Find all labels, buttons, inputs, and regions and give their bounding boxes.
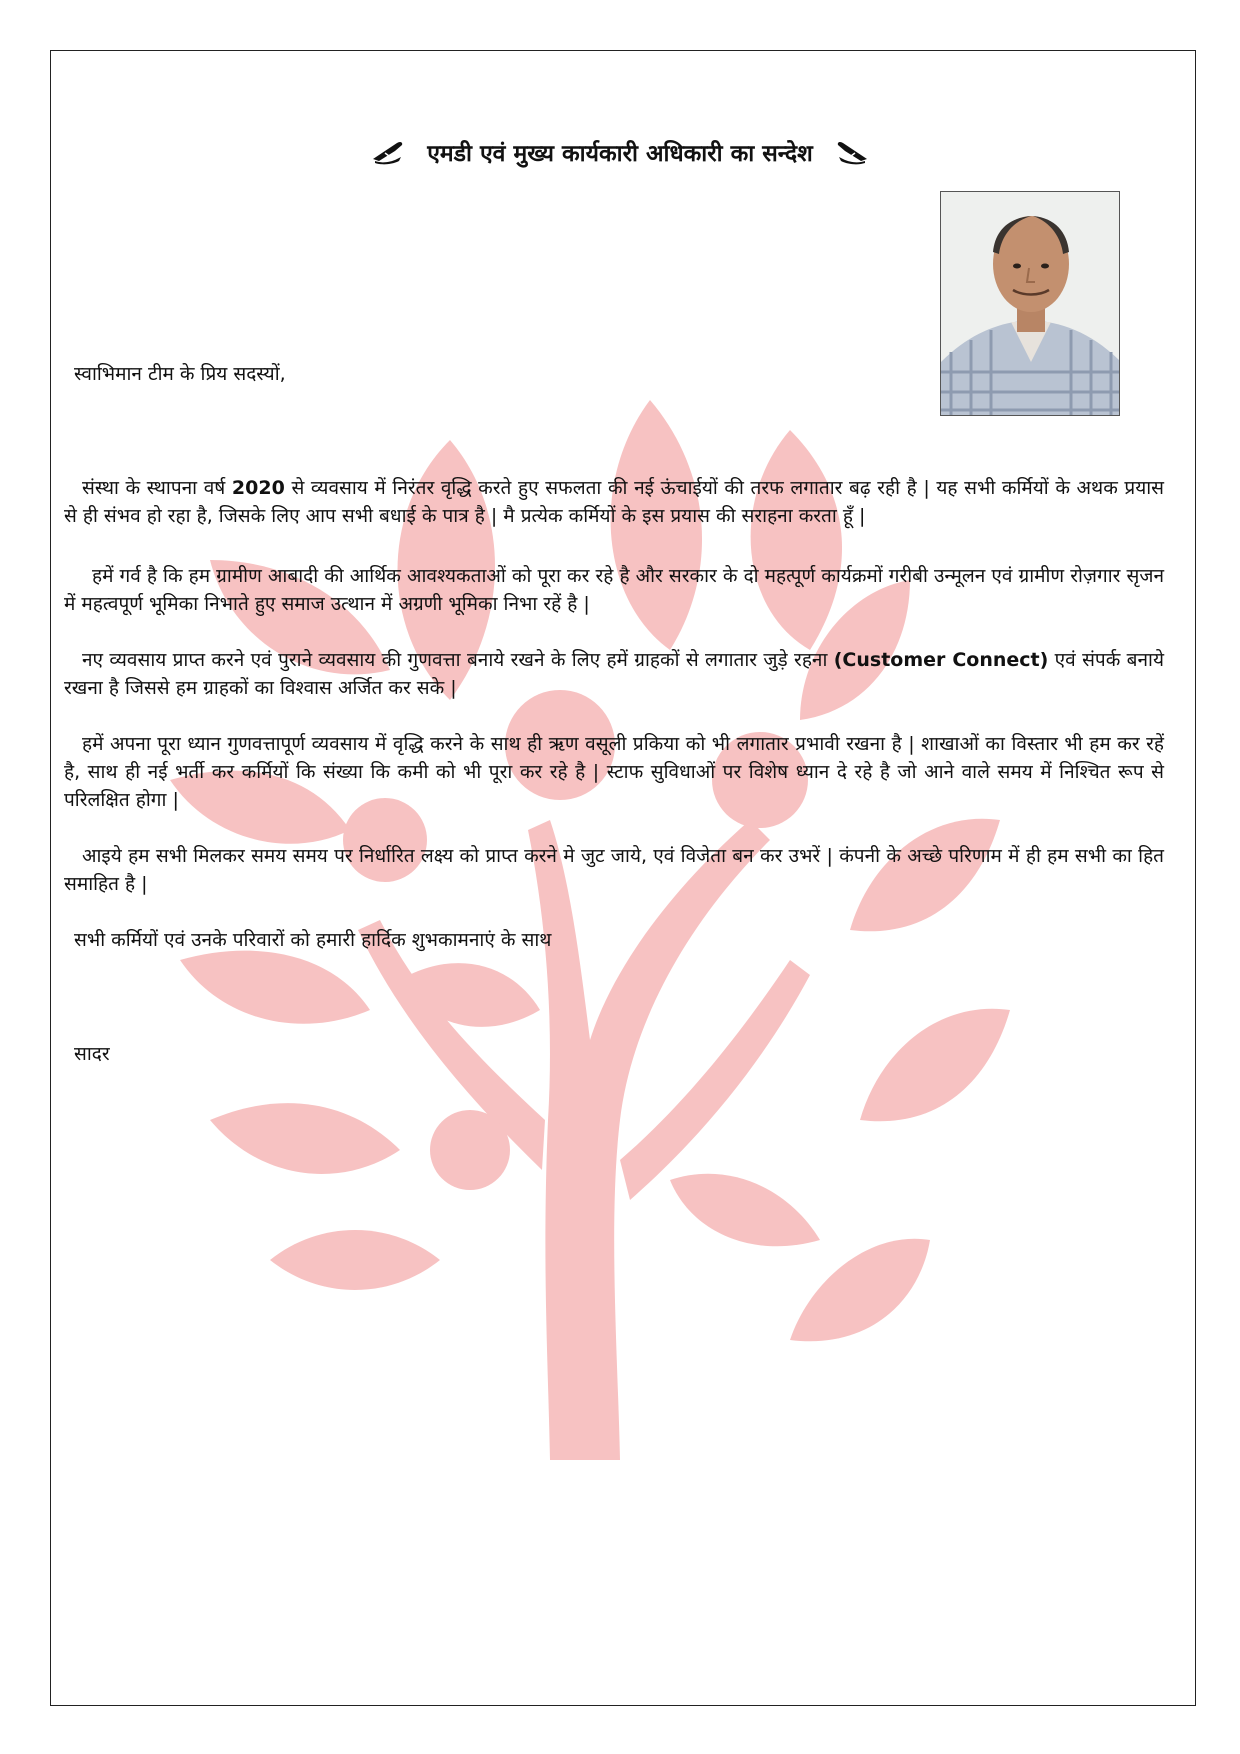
p3-customer-connect: (Customer Connect) bbox=[833, 649, 1049, 671]
p1-year: 2020 bbox=[231, 477, 285, 499]
signoff: सादर bbox=[74, 1043, 110, 1065]
writing-hand-icon bbox=[371, 139, 409, 165]
closing-wishes: सभी कर्मियों एवं उनके परिवारों को हमारी हार्दिक शुभकामनाएं के साथ bbox=[74, 929, 552, 951]
md-ceo-photo bbox=[940, 191, 1120, 416]
p5-text: आइये हम सभी मिलकर समय समय पर निर्धारित लक्ष्य को प्राप्त करने मे जुट जाये, एवं विजेता बन कर उभरें | कंपनी के अच्छे परिणाम में ही हम सभी का हित समाहित है | bbox=[64, 845, 1164, 895]
p1-text-start: संस्था के स्थापना वर्ष bbox=[82, 477, 226, 499]
p1-text-end: से व्यवसाय में निरंतर वृद्धि करते हुए सफलता की नई ऊंचाईयों की तरफ लगातार बढ़ रही है | यह सभी कर्मियों के अथक प्रयास से ही संभव हो रहा है, जिसके लिए आप सभी बधाई के पात्र है | मै प्रत्येक कर्मियों के इस प्रयास की सराहना करता हूँ | bbox=[64, 477, 1165, 527]
salutation: स्वाभिमान टीम के प्रिय सदस्यों, bbox=[74, 363, 286, 385]
writing-hand-icon bbox=[831, 139, 869, 165]
paragraph-5 bbox=[64, 842, 1164, 898]
title-text: एमडी एवं मुख्य कार्यकारी अधिकारी का सन्देश bbox=[427, 141, 813, 167]
p3-text-end: एवं संपर्क बनाये रखना है जिससे हम ग्राहकों का विश्वास अर्जित कर सके | bbox=[64, 649, 1164, 699]
p4-text: हमें अपना पूरा ध्यान गुणवत्तापूर्ण व्यवसाय में वृद्धि करने के साथ ही ऋण वसूली प्रकिया को भी लगातार प्रभावी रखना है | शाखाओं का विस्तार भी हम कर रहें है, साथ ही नई भर्ती कर कर्मियों कि संख्या कि कमी को भी पूरा कर रहे है | स्टाफ सुविधाओं पर विशेष ध्यान दे रहे है जो आने वाले समय में निश्चित रूप से परिलक्षित होगा | bbox=[64, 733, 1164, 811]
p3-text-start: नए व्यवसाय प्राप्त करने एवं पुराने व्यवसाय की गुणवत्ता बनाये रखने के लिए हमें ग्राहकों से लगातार जुड़े रहना bbox=[82, 649, 828, 671]
paragraph-3 bbox=[64, 646, 1164, 702]
p2-text: हमें गर्व है कि हम ग्रामीण आबादी की आर्थिक आवश्यकताओं को पूरा कर रहे है और सरकार के दो महत्पूर्ण कार्यक्रमों गरीबी उन्मूलन एवं ग्रामीण रोज़गार सृजन में महत्वपूर्ण भूमिका निभाते हुए समाज उत्थान में अग्रणी भूमिका निभा रहें है | bbox=[64, 565, 1164, 615]
paragraph-2 bbox=[64, 562, 1164, 618]
paragraph-4 bbox=[64, 730, 1164, 814]
paragraph-1 bbox=[64, 474, 1164, 530]
page-title bbox=[0, 136, 1240, 168]
